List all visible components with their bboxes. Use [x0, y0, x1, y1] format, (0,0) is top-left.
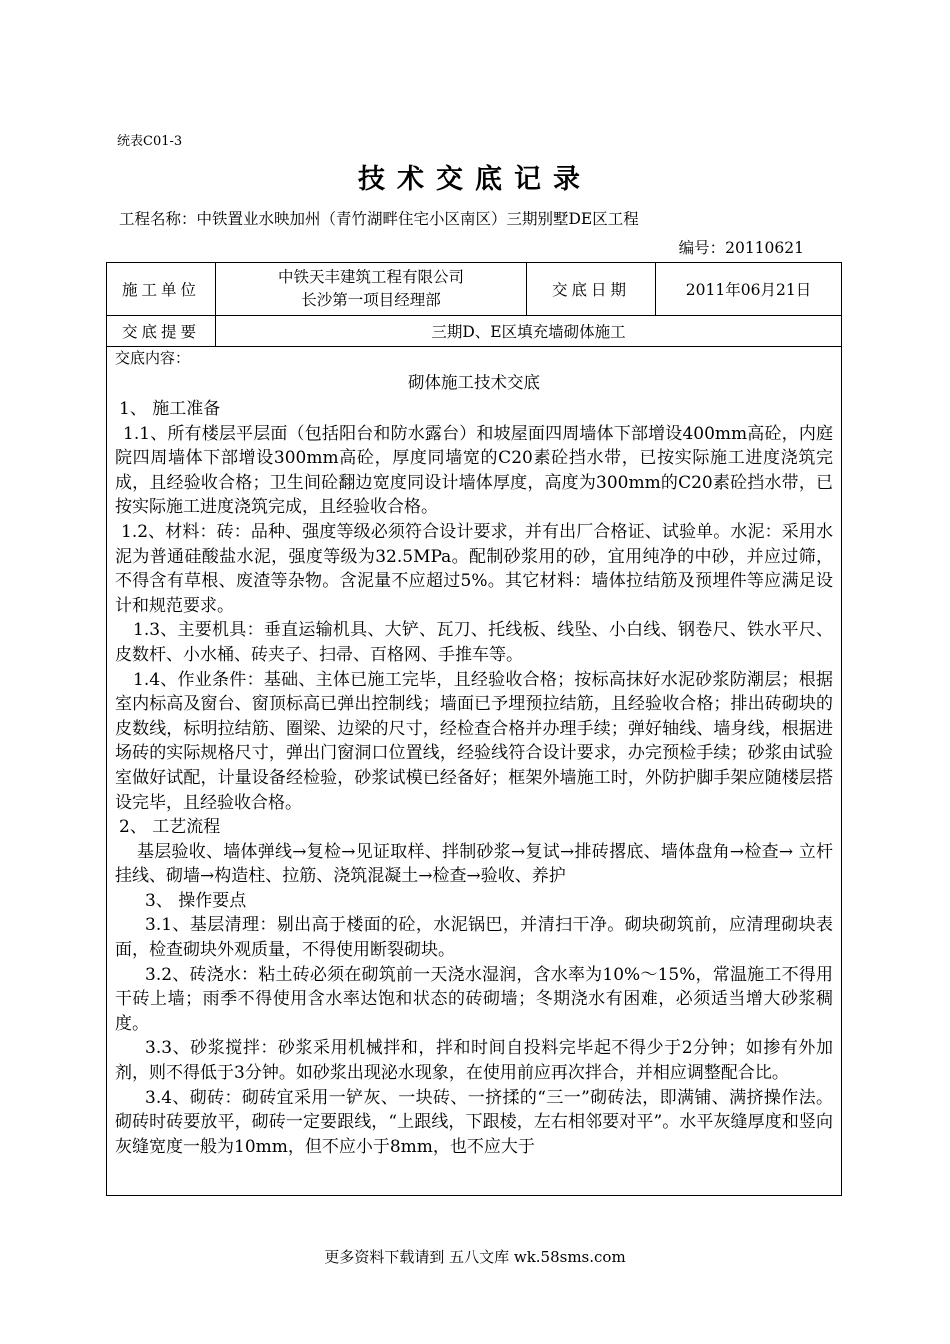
- unit-label: 施工单位: [121, 281, 200, 299]
- document-title: 技术交底记录: [358, 164, 592, 195]
- content-subtitle: 砌体施工技术交底: [408, 373, 540, 392]
- summary-value: 三期D、E区填充墙砌体施工: [431, 323, 626, 341]
- content-paragraph: 3.3、砂浆搅拌：砂浆采用机械拌和，拌和时间自投料完毕起不得少于2分钟；如掺有外加剂，则不得低于3分钟。如砂浆出现泌水现象，在使用前应再次拌合，并相应调整配合比。: [115, 1038, 833, 1084]
- date-value: 2011年06月21日: [685, 281, 812, 299]
- section-heading: 1、 施工准备: [119, 399, 221, 419]
- content-paragraph: 3.4、砌砖：砌砖宜采用一铲灰、一块砖、一挤揉的“三一”砌砖法，即满铺、满挤操作法。砌砖时砖要放平，砌砖一定要跟线，“上跟线，下跟棱，左右相邻要对平”。水平灰缝厚度和竖向灰缝宽度一般为10mm，但不应小于8mm，也不应大于: [115, 1087, 833, 1157]
- section-heading: 2、 工艺流程: [119, 817, 221, 838]
- record-table: [106, 262, 842, 1196]
- content-label: 交底内容：: [115, 349, 191, 367]
- content-paragraph: 基层验收、墙体弹线→复检→见证取样、拌制砂浆→复试→排砖撂底、墙体盘角→检查→ 立杆挂线、砌墙→构造柱、拉筋、浇筑混凝土→检查→验收、养护: [115, 841, 833, 887]
- content-paragraph: 1.3、主要机具：垂直运输机具、大铲、瓦刀、托线板、线坠、小白线、钢卷尺、铁水平尺、皮数杆、小水桶、砖夹子、扫帚、百格网、手推车等。: [115, 620, 833, 665]
- content-paragraph: 1.4、作业条件：基础、主体已施工完毕，且经验收合格；按标高抹好水泥砂浆防潮层；根据室内标高及窗台、窗顶标高已弹出控制线；墙面已予埋预拉结筋，且经验收合格；排出砖砌块的皮数线，标明拉结筋、圈梁、边梁的尺寸，经检查合格并办理手续；弹好轴线、墙身线，根据进场砖的实际规格尺寸，弹出门窗洞口位置线，经验线符合设计要求，办完预检手续；砂浆由试验室做好试配，计量设备经检验，砂浆试模已经备好；框架外墙施工时，外防护脚手架应随楼层搭设完毕，且经验收合格。: [115, 669, 833, 813]
- content-paragraph: 3.2、砖浇水：粘土砖必须在砌筑前一天浇水湿润，含水率为10%～15%，常温施工不得用干砖上墙；雨季不得使用含水率达饱和状态的砖砌墙；冬期浇水有困难，必须适当增大砂浆稠度。: [115, 964, 833, 1034]
- content-paragraph: 1.1、所有楼层平层面（包括阳台和防水露台）和坡屋面四周墙体下部增设400mm高砼，内庭院四周墙体下部增设300mm高砼，厚度同墙宽的C20素砼挡水带，已按实际施工进度浇筑完成，且经验收合格；卫生间砼翻边宽度同设计墙体厚度，高度为300mm的C20素砼挡水带，已按实际施工进度浇筑完成，且经验收合格。: [115, 423, 833, 518]
- content-paragraph: 1.2、材料：砖：品种、强度等级必须符合设计要求，并有出厂合格证、试验单。水泥：采用水泥为普通硅酸盐水泥，强度等级为32.5MPa。配制砂浆用的砂，宜用纯净的中砂，并应过筛，不得含有草根、废渣等杂物。含泥量不应超过5%。其它材料：墙体拉结筋及预埋件等应满足设计和规范要求。: [115, 521, 833, 616]
- unit-value: [216, 263, 526, 315]
- project-name: 工程名称：中铁置业水映加州（青竹湖畔住宅小区南区）三期别墅DE区工程: [119, 210, 639, 228]
- unit-value-line1: 中铁天丰建筑工程有限公司: [277, 268, 464, 286]
- footer-note: 更多资料下载请到 五八文库 wk.58sms.com: [324, 1248, 626, 1266]
- form-code: 统表C01-3: [117, 134, 183, 149]
- date-label: 交底日期: [551, 281, 630, 299]
- unit-value-line2: 长沙第一项目经理部: [301, 291, 441, 309]
- content-paragraph: 3.1、基层清理：剔出高于楼面的砼，水泥锅巴，并清扫干净。砌块砌筑前，应清理砌块表面，检查砌块外观质量，不得使用断裂砌块。: [115, 915, 833, 961]
- content-body: [115, 347, 833, 1159]
- serial-number: 编号：20110621: [678, 239, 804, 257]
- summary-label: 交底提要: [121, 323, 200, 341]
- section-heading: 3、 操作要点: [145, 890, 247, 911]
